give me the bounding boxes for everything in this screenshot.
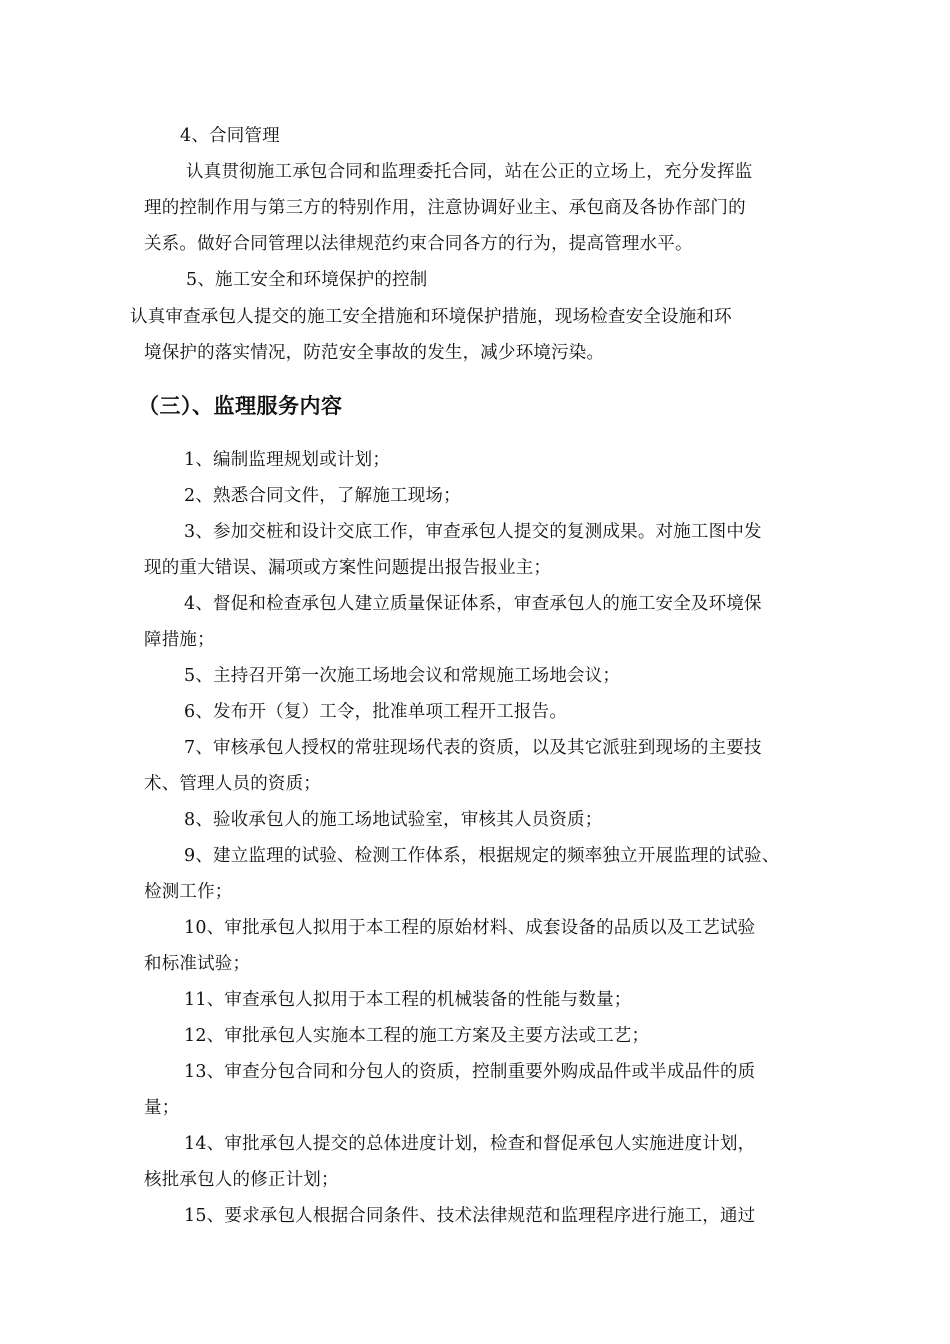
list-item: 15、要求承包人根据合同条件、技术法律规范和监理程序进行施工，通过 — [184, 1206, 756, 1226]
list-item-continuation: 检测工作； — [144, 882, 233, 902]
list-item-continuation: 现的重大错误、漏项或方案性问题提出报告报业主； — [144, 558, 552, 578]
list-item-continuation: 量； — [144, 1098, 180, 1118]
list-item: 10、审批承包人拟用于本工程的原始材料、成套设备的品质以及工艺试验 — [184, 918, 756, 938]
list-item: 12、审批承包人实施本工程的施工方案及主要方法或工艺； — [184, 1026, 650, 1046]
list-item: 9、建立监理的试验、检测工作体系，根据规定的频率独立开展监理的试验、 — [184, 846, 780, 866]
list-item-continuation: 障措施； — [144, 630, 215, 650]
list-item-continuation: 核批承包人的修正计划； — [144, 1170, 339, 1190]
section-4-title: 4、合同管理 — [180, 126, 280, 146]
list-item-continuation: 术、管理人员的资质； — [144, 774, 321, 794]
section-5-title: 5、施工安全和环境保护的控制 — [186, 270, 428, 290]
section-5-line-2: 境保护的落实情况，防范安全事故的发生，减少环境污染。 — [144, 343, 605, 363]
section-4-line-2: 理的控制作用与第三方的特别作用，注意协调好业主、承包商及各协作部门的 — [144, 198, 746, 218]
section-5-line-1: 认真审查承包人提交的施工安全措施和环境保护措施，现场检查安全设施和环 — [130, 307, 732, 327]
list-item: 14、审批承包人提交的总体进度计划，检查和督促承包人实施进度计划， — [184, 1134, 756, 1154]
list-item: 7、审核承包人授权的常驻现场代表的资质，以及其它派驻到现场的主要技 — [184, 738, 762, 758]
section-4-line-3: 关系。做好合同管理以法律规范约束合同各方的行为，提高管理水平。 — [144, 234, 693, 254]
list-item: 4、督促和检查承包人建立质量保证体系，审查承包人的施工安全及环境保 — [184, 594, 762, 614]
list-item: 1、编制监理规划或计划； — [184, 450, 391, 470]
section-heading: （三）、监理服务内容 — [138, 394, 343, 418]
section-4-line-1: 认真贯彻施工承包合同和监理委托合同，站在公正的立场上，充分发挥监 — [186, 162, 753, 182]
list-item: 5、主持召开第一次施工场地会议和常规施工场地会议； — [184, 666, 621, 686]
list-item: 8、验收承包人的施工场地试验室，审核其人员资质； — [184, 810, 603, 830]
list-item-continuation: 和标准试验； — [144, 954, 251, 974]
list-item: 13、审查分包合同和分包人的资质，控制重要外购成品件或半成品件的质 — [184, 1062, 756, 1082]
list-item: 6、发布开（复）工令，批准单项工程开工报告。 — [184, 702, 568, 722]
list-item: 2、熟悉合同文件，了解施工现场； — [184, 486, 461, 506]
list-item: 3、参加交桩和设计交底工作，审查承包人提交的复测成果。对施工图中发 — [184, 522, 762, 542]
list-item: 11、审查承包人拟用于本工程的机械装备的性能与数量； — [184, 990, 632, 1010]
